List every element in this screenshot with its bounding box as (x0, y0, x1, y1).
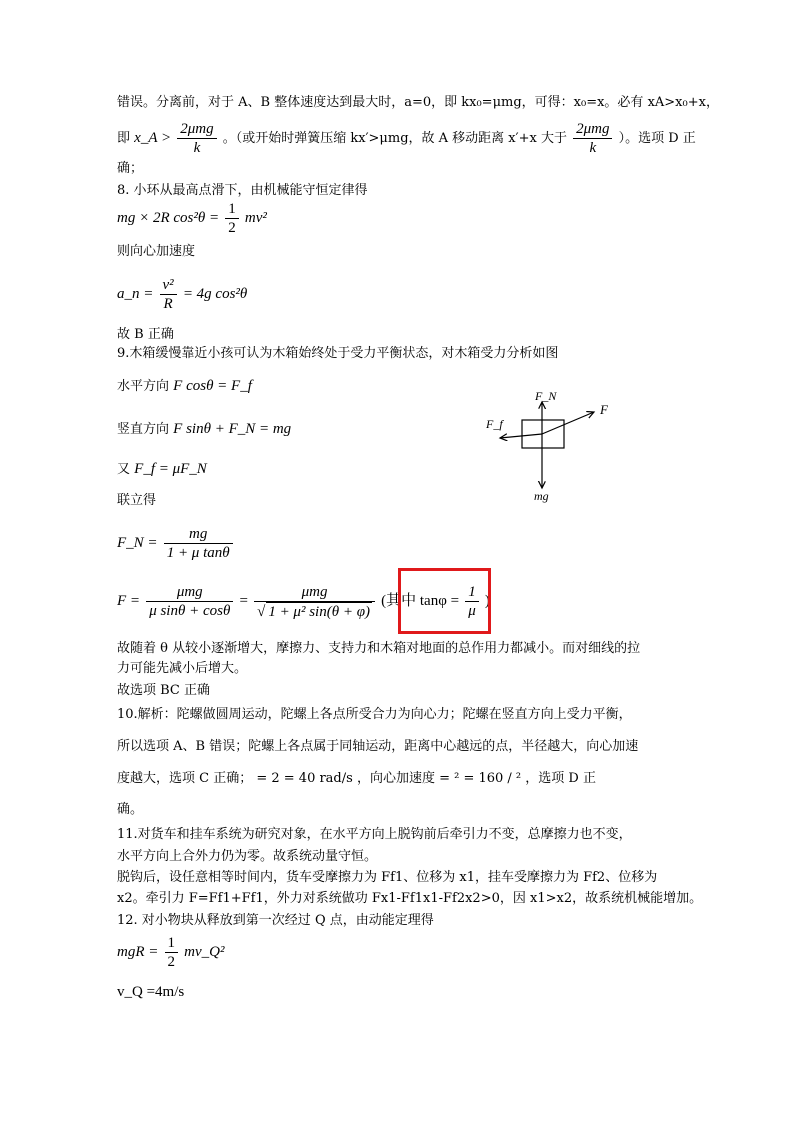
p8-eq1-left: mg × 2R cos²θ = (117, 210, 220, 226)
p9-f-left: F = (117, 593, 141, 609)
p9-fn-equation (117, 520, 235, 567)
p9-vert-label: 竖直方向 (117, 422, 170, 437)
p8-eq1-right: mv² (244, 210, 267, 226)
p7-xa-inequality: x_A > (134, 130, 172, 146)
p12-equation (117, 932, 224, 973)
label-ff: F_f (486, 417, 503, 431)
p12-eq-left: mgR = (117, 944, 159, 960)
p9-intro: 9.木箱缓慢靠近小孩可认为木箱始终处于受力平衡状态，对木箱受力分析如图 (117, 346, 559, 361)
arrow-ff (500, 434, 542, 438)
sqrt-icon: √ (257, 603, 266, 620)
p11-line3: 脱钩后，设任意相等时间内，货车受摩擦力为 Ff1、位移为 x1，挂车受摩擦力为 Ff2、位移为 (117, 870, 658, 885)
p9-horizontal (117, 377, 252, 396)
p11-line2: 水平方向上合外力仍为零。故系统动量守恒。 (117, 849, 378, 864)
p9-f-fraction1: $\frac{\text{μmg}}{\text{μ sinθ + cosθ}}$ (146, 583, 233, 620)
p12-eq-right: mv_Q² (184, 944, 225, 960)
p9-where-fraction: $\frac{1}{\mu}$ (465, 583, 479, 620)
p8-energy-equation (117, 198, 267, 239)
label-fn: F_N (535, 389, 557, 403)
p7-line1: 错误。分离前，对于 A、B 整体速度达到最大时，a=0，即 kx₀=μmg，可得：x₀=x。必有 xA>x₀+x， (117, 95, 719, 110)
p8-intro: 8. 小环从最高点滑下，由机械能守恒定律得 (117, 183, 368, 198)
p9-answer: 故选项 BC 正确 (117, 683, 211, 698)
p7-line2 (117, 118, 696, 159)
p9-combine: 联立得 (117, 493, 157, 508)
p9-fn-left: F_N = (117, 535, 158, 551)
p9-horiz-eq: F cosθ = F_f (173, 378, 252, 394)
p7-fraction-a: $\frac{\text{2μmg}}{k}$ (177, 120, 216, 157)
p10-line4: 确。 (117, 802, 144, 817)
p8-then: 则向心加速度 (117, 244, 196, 259)
p9-f-fraction2: $\frac{\text{μmg}}{\text{√ 1 + μ² sin(θ + φ)}}$ (254, 583, 375, 621)
highlight-box (398, 568, 491, 634)
p12-vq: v_Q =4m/s (117, 984, 185, 1000)
p11-line4: x2。牵引力 F=Ff1+Ff1，外力对系统做功 Fx1-Ff1x1-Ff2x2>0，因 x1>x2，故系统机械能增加。 (117, 891, 703, 906)
p8-centripetal-equation (117, 272, 247, 317)
p11-line1: 11.对货车和挂车系统为研究对象，在水平方向上脱钩前后牵引力不变，总摩擦力也不变， (117, 827, 632, 842)
p12-half-fraction: $\frac{1}{2}$ (165, 934, 179, 971)
p9-f-eq-sign: = (239, 593, 248, 609)
p12-intro: 12. 对小物块从释放到第一次经过 Q 点，由动能定理得 (117, 913, 434, 928)
p8-half-fraction: $\frac{1}{2}$ (225, 200, 239, 237)
p10-line2: 所以选项 A、B 错误；陀螺上各点属于同轴运动，距离中心越远的点，半径越大，向心加速 (117, 739, 639, 754)
p7-line2-prefix: 即 (117, 131, 131, 146)
force-diagram (482, 388, 622, 508)
p9-where-open: (其中 tanφ = (381, 593, 460, 609)
p9-vert-eq: F sinθ + F_N = mg (173, 421, 292, 437)
p9-horiz-label: 水平方向 (117, 379, 170, 394)
p9-also (117, 460, 207, 479)
p7-line3: 确； (117, 161, 144, 176)
p9-also-label: 又 (117, 462, 131, 477)
label-mg: mg (534, 489, 549, 503)
arrow-f (542, 412, 594, 434)
p10-line1: 10.解析：陀螺做圆周运动，陀螺上各点所受合力为向心力；陀螺在竖直方向上受力平衡， (117, 707, 632, 722)
p7-line2-mid: 。（或开始时弹簧压缩 kx′>μmg，故 A 移动距离 x′+x 大于 (222, 131, 567, 146)
p9-fn-fraction: $\frac{mg}{\text{1 + μ tanθ}}$ (164, 525, 233, 562)
p9-where-close: ) (484, 593, 490, 609)
p8-an-left: a_n = (117, 286, 154, 302)
p10-line3: 度越大，选项 C 正确； = 2 = 40 rad/s ，向心加速度 = ² = 160 / ² ，选项 D 正 (117, 771, 596, 786)
p7-line2-end: ）。选项 D 正 (618, 131, 696, 146)
p7-fraction-b: $\frac{\text{2μmg}}{k}$ (573, 120, 612, 157)
p8-an-fraction: $\frac{\text{v²}}{R}$ (160, 276, 177, 313)
p9-result1: 故随着 θ 从较小逐渐增大，摩擦力、支持力和木箱对地面的总作用力都减小。而对细线的拉 (117, 641, 641, 656)
p9-vertical (117, 420, 291, 439)
label-f: F (600, 402, 608, 417)
p8-conclusion: 故 B 正确 (117, 327, 174, 342)
p8-an-right: = 4g cos²θ (182, 286, 248, 302)
p9-also-eq: F_f = μF_N (134, 461, 207, 477)
p9-result2: 力可能先减小后增大。 (117, 661, 248, 676)
